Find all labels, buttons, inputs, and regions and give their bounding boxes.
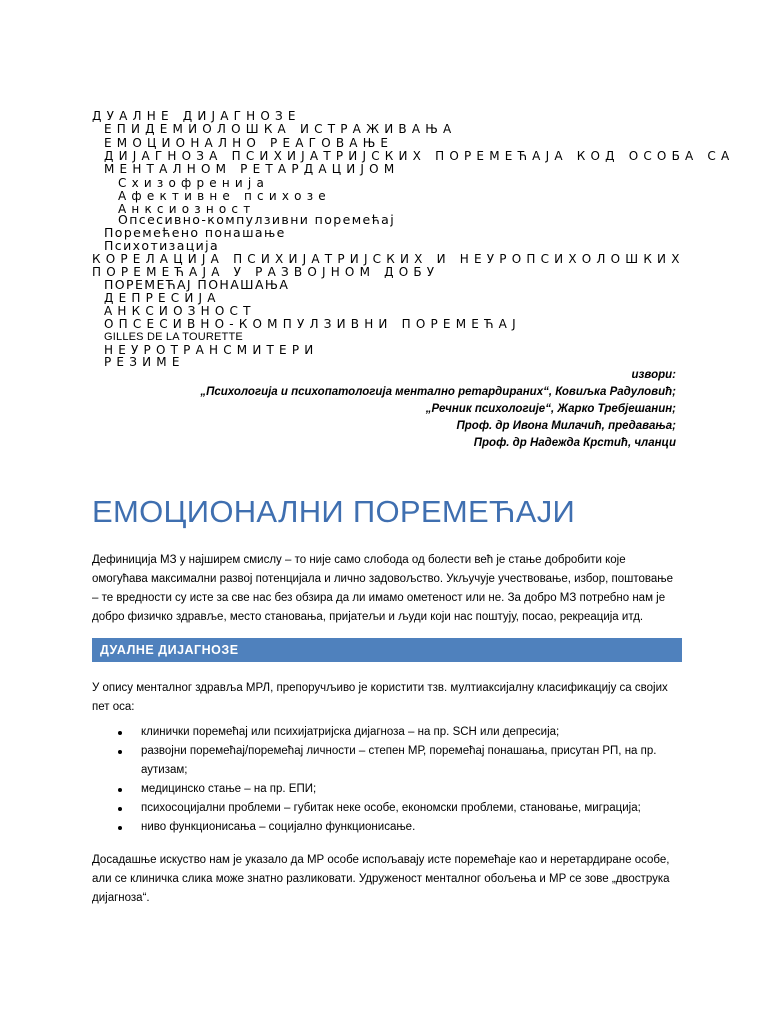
toc-item[interactable]: КОРЕЛАЦИЈА ПСИХИЈАТРИЈСКИХ И НЕУРОПСИХОЛОШКИХ (92, 252, 685, 266)
toc-item[interactable]: МЕНТАЛНОМ РЕТАРДАЦИЈОМ (104, 162, 400, 176)
bullet-icon (118, 807, 122, 811)
toc-item[interactable]: GILLES DE LA TOURETTE (104, 331, 243, 343)
toc-item[interactable]: РЕЗИМЕ (104, 355, 185, 369)
list-item (92, 723, 682, 742)
list-item-text: медицинско стање – на пр. ЕПИ; (141, 783, 317, 795)
toc-item[interactable]: ОПСЕСИВНО-КОМПУЛЗИВНИ ПОРЕМЕЋАЈ (104, 317, 521, 331)
toc-item[interactable]: ПОРЕМЕЋАЈА У РАЗВОЈНОМ ДОБУ (92, 265, 440, 279)
list-item-text: развојни поремећај/поремећај личности – степен МР, поремећај понашања, присутан РП, на пр. аутизам; (141, 745, 657, 776)
source-line: Проф. др Ивона Милачић, предавања; (456, 420, 676, 432)
closing-paragraph: Досадашње искуство нам је указало да МР особе испољавају исте поремећаје као и неретардиране особе, али се клиничка слика може знатно разликовати. Удруженост менталног обољења и МР се зове „двострука дијагноза“. (92, 854, 670, 904)
bullet-icon (118, 731, 122, 735)
toc-item[interactable]: Анксиозност (118, 202, 256, 216)
definition-paragraph: Дефиниција МЗ у најширем смислу – то није само слобода од болести већ је стање добробити које омогућава максимални развој потенцијала и лично задовољство. Укључује учествовање, избор, поштовање – те вредности су исте за све нас без обзира да ли имамо ометеност или не. За добро МЗ потребно нам је добро физичко здравље, место становања, пријатељи и људи који нас поштују, посао, рекреација итд. (92, 554, 673, 623)
toc-item[interactable]: ЕМОЦИОНАЛНО РЕАГОВАЊЕ (104, 136, 394, 150)
list-item-text: психосоцијални проблеми – губитак неке особе, економски проблеми, становање, миграција; (141, 802, 641, 814)
toc-item[interactable]: Афективне психозе (118, 189, 331, 203)
bullet-icon (118, 826, 122, 830)
list-item (92, 742, 682, 780)
axes-list (92, 723, 682, 837)
toc-item[interactable]: ДИЈАГНОЗА ПСИХИЈАТРИЈСКИХ ПОРЕМЕЋАЈА КОД ОСОБА СА (104, 149, 735, 163)
toc-item[interactable]: Психотизација (104, 238, 220, 253)
list-item-text: ниво функционисања – социјално функционисање. (141, 821, 416, 833)
toc-item[interactable]: Схизофренија (118, 176, 269, 190)
source-line: „Речник психологије“, Жарко Требјешанин; (425, 403, 676, 415)
toc-item[interactable]: Опсесивно-компулзивни поремећај (118, 212, 396, 227)
toc-item[interactable]: АНКСИОЗНОСТ (104, 304, 256, 318)
list-item (92, 818, 682, 837)
intro-paragraph: У опису менталног здравља МРЛ, препоручљиво је користити тзв. мултиаксијалну класификацију са својих пет оса: (92, 682, 668, 713)
toc-item[interactable]: ЕПИДЕМИОЛОШКА ИСТРАЖИВАЊА (104, 122, 457, 136)
bullet-icon (118, 750, 122, 754)
source-line: Проф. др Надежда Крстић, чланци (473, 437, 676, 449)
source-line: „Психологија и психопатологија ментално ретардираних“, Ковиљка Радуловић; (200, 386, 676, 398)
toc-item[interactable]: ДЕПРЕСИЈА (104, 291, 221, 305)
list-item (92, 799, 682, 818)
section-heading-bar (92, 638, 682, 662)
sources-block (200, 367, 676, 452)
list-item-text: клинички поремећај или психијатријска дијагноза – на пр. SCH или депресија; (141, 726, 560, 738)
bullet-icon (118, 788, 122, 792)
toc-item[interactable]: ДУАЛНЕ ДИЈАГНОЗЕ (92, 109, 301, 123)
list-item (92, 780, 682, 799)
page-title: ЕМОЦИОНАЛНИ ПОРЕМЕЋАЈИ (92, 494, 576, 529)
toc-item[interactable]: НЕУРОТРАНСМИТЕРИ (104, 343, 319, 357)
toc-item[interactable]: Поремећено понашање (104, 225, 286, 240)
sources-label: извори: (631, 369, 676, 381)
section-heading: ДУАЛНЕ ДИЈАГНОЗЕ (100, 643, 239, 657)
toc-item[interactable]: ПОРЕМЕЋАЈ ПОНАШАЊА (104, 277, 290, 292)
